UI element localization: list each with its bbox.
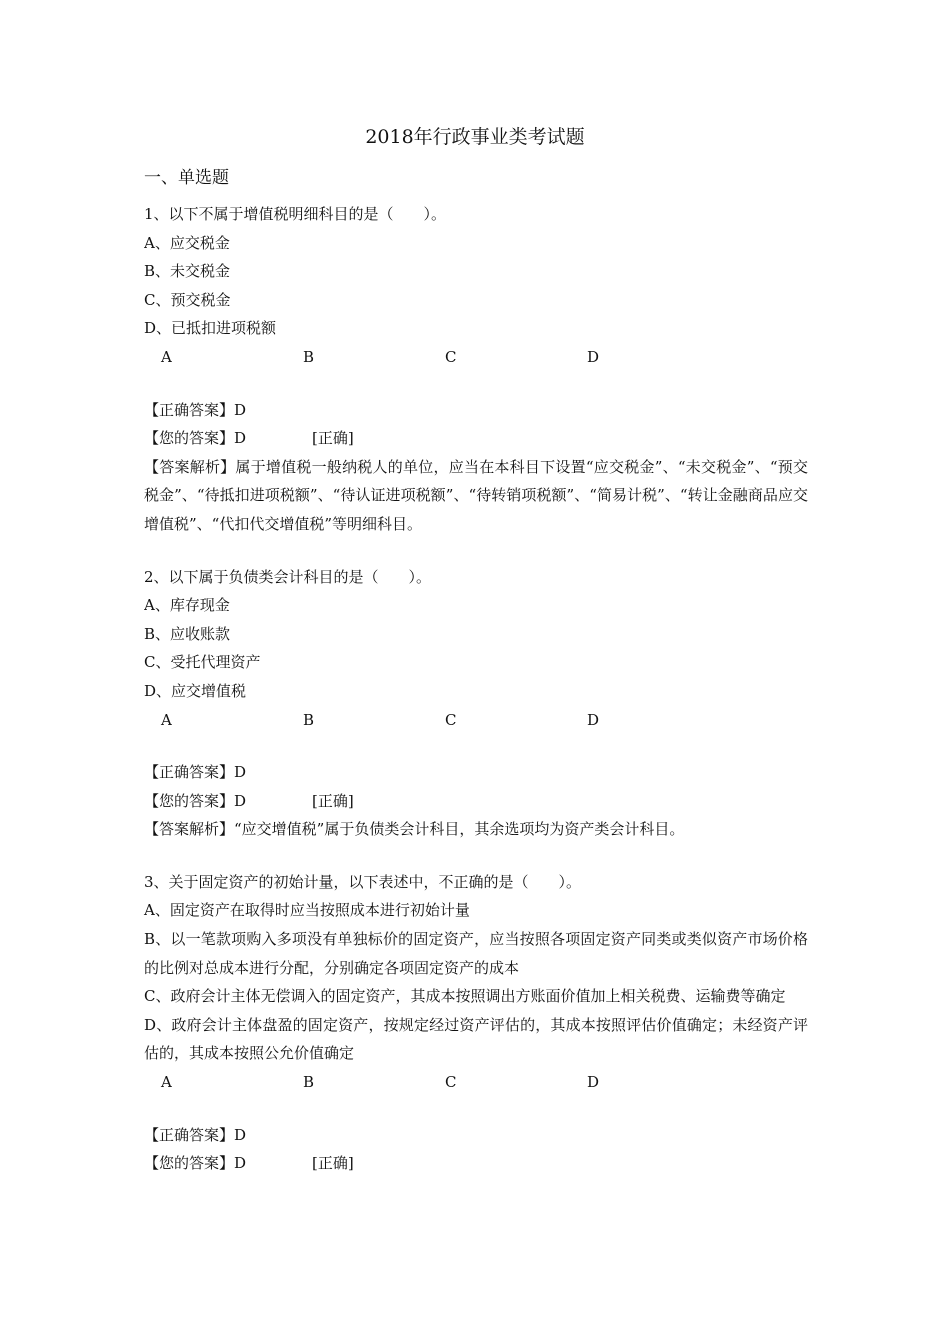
- choice-c[interactable]: C: [445, 347, 457, 366]
- question-list: [144, 200, 808, 1178]
- your-answer-value: D: [234, 1154, 247, 1173]
- your-answer-label: 【您的答案】: [144, 429, 235, 448]
- result-mark: [正确]: [312, 791, 354, 810]
- your-answer-row: [144, 787, 808, 816]
- analysis-label: 【答案解析】: [144, 457, 236, 476]
- option-d: D、已抵扣进项税额: [144, 319, 277, 338]
- answer-choices: [144, 706, 808, 735]
- your-answer-row: [144, 424, 808, 453]
- answer-choices: [144, 1068, 808, 1097]
- option-b: B、未交税金: [144, 262, 231, 281]
- your-answer-label: 【您的答案】: [144, 791, 235, 810]
- choice-d[interactable]: D: [587, 710, 600, 729]
- analysis-text: 属于增值税一般纳税人的单位，应当在本科目下设置“应交税金”、“未交税金”、“预交税金”、“待抵扣进项税额”、“待认证进项税额”、“待转销项税额”、“简易计税”、“转让金融商品应交增值税”、“代扣代交增值税”等明细科目。: [144, 457, 808, 533]
- correct-answer-row: [144, 1121, 808, 1150]
- your-answer-value: D: [234, 791, 247, 810]
- result-mark: [正确]: [312, 429, 354, 448]
- question-2: [144, 563, 808, 844]
- choice-b[interactable]: B: [303, 710, 315, 729]
- option-a: A、库存现金: [144, 596, 230, 615]
- option-c: C、预交税金: [144, 290, 231, 309]
- answer-choices: [144, 343, 808, 372]
- question-stem: 2、以下属于负债类会计科目的是（ ）。: [144, 567, 432, 586]
- option-a: A、应交税金: [144, 233, 230, 252]
- correct-answer-value: D: [234, 1125, 247, 1144]
- analysis-text: “应交增值税”属于负债类会计科目，其余选项均为资产类会计科目。: [234, 820, 685, 839]
- your-answer-value: D: [234, 429, 247, 448]
- correct-answer-label: 【正确答案】: [144, 763, 235, 782]
- page-title: 2018年行政事业类考试题: [365, 126, 585, 148]
- choice-a[interactable]: A: [161, 710, 172, 729]
- analysis-row: [144, 453, 808, 539]
- option-c: C、受托代理资产: [144, 653, 261, 672]
- your-answer-label: 【您的答案】: [144, 1154, 235, 1173]
- analysis-row: [144, 815, 808, 844]
- your-answer-row: [144, 1149, 808, 1178]
- section-heading: 一、单选题: [144, 168, 229, 188]
- choice-b[interactable]: B: [303, 1073, 315, 1092]
- choice-c[interactable]: C: [445, 1073, 457, 1092]
- choice-a[interactable]: A: [161, 347, 172, 366]
- option-c: C、政府会计主体无偿调入的固定资产，其成本按照调出方账面价值加上相关税费、运输费等确定: [144, 987, 786, 1006]
- correct-answer-label: 【正确答案】: [144, 400, 235, 419]
- option-b: B、应收账款: [144, 624, 231, 643]
- choice-c[interactable]: C: [445, 710, 457, 729]
- question-1: [144, 200, 808, 539]
- correct-answer-row: [144, 396, 808, 425]
- option-a: A、固定资产在取得时应当按照成本进行初始计量: [144, 901, 470, 920]
- result-mark: [正确]: [312, 1154, 354, 1173]
- analysis-label: 【答案解析】: [144, 820, 235, 839]
- choice-d[interactable]: D: [587, 1073, 600, 1092]
- choice-b[interactable]: B: [303, 347, 315, 366]
- option-b: B、以一笔款项购入多项没有单独标价的固定资产，应当按照各项固定资产同类或类似资产市场价格的比例对总成本进行分配，分别确定各项固定资产的成本: [144, 930, 808, 977]
- option-d: D、政府会计主体盘盈的固定资产，按规定经过资产评估的，其成本按照评估价值确定；未经资产评估的，其成本按照公允价值确定: [144, 1015, 808, 1063]
- correct-answer-value: D: [234, 763, 247, 782]
- question-3: [144, 868, 808, 1178]
- question-stem: 3、关于固定资产的初始计量，以下表述中，不正确的是（ ）。: [144, 872, 582, 891]
- option-d: D、应交增值税: [144, 681, 247, 700]
- correct-answer-label: 【正确答案】: [144, 1125, 235, 1144]
- choice-d[interactable]: D: [587, 347, 600, 366]
- question-stem: 1、以下不属于增值税明细科目的是（ ）。: [144, 205, 447, 223]
- correct-answer-row: [144, 758, 808, 787]
- choice-a[interactable]: A: [161, 1073, 172, 1092]
- correct-answer-value: D: [234, 400, 247, 419]
